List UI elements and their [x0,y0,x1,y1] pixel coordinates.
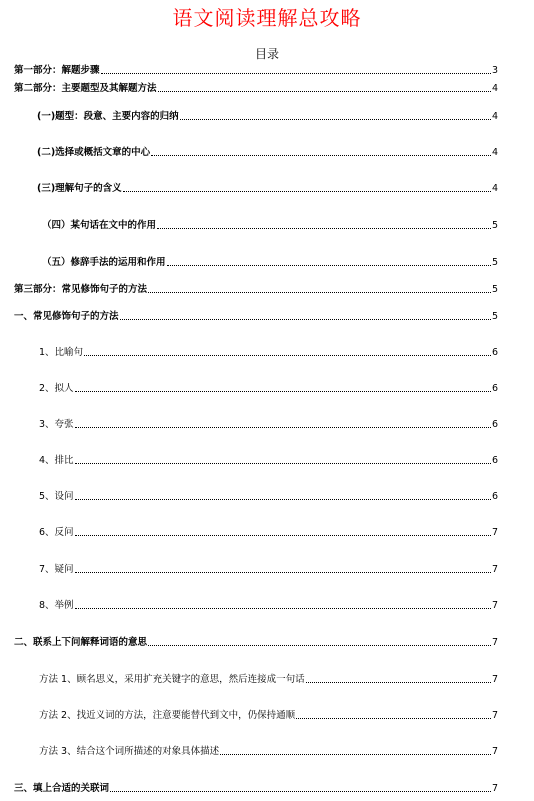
toc-entry-label: 1、比喻句 [39,347,84,358]
toc-entry[interactable] [14,311,498,323]
toc-entry-label: (三)理解句子的含义 [37,183,122,194]
toc-page-number: 7 [491,637,498,648]
toc-entry[interactable] [39,600,498,612]
toc-entry[interactable] [14,783,498,795]
toc-entry-label: 2、拟人 [39,383,74,394]
toc-entry[interactable] [39,491,498,503]
toc-page-number: 6 [491,383,498,394]
toc-entry[interactable] [39,564,498,576]
dot-leader [123,191,491,192]
toc-entry[interactable] [39,674,498,686]
dot-leader [158,91,491,92]
toc-entry[interactable] [14,65,498,77]
toc-page-number: 3 [491,65,498,76]
toc-page-number: 7 [491,564,498,575]
toc-page-number: 4 [491,147,498,158]
toc-entry-label: 第一部分：解题步骤 [14,65,100,76]
dot-leader [148,645,491,646]
dot-leader [180,119,491,120]
toc-entry-label: 第二部分：主要题型及其解题方法 [14,83,157,94]
toc-entry-label: 一、常见修饰句子的方法 [14,311,119,322]
toc-page-number: 6 [491,347,498,358]
toc-entry-label: 方法 1、顾名思义，采用扩充关键字的意思，然后连接成一句话 [39,674,305,685]
toc-page-number: 7 [491,527,498,538]
toc-page-number: 5 [491,220,498,231]
dot-leader [75,572,491,573]
toc-entry-label: 方法 3、结合这个词所描述的对象具体描述 [39,746,220,757]
dot-leader [75,499,491,500]
toc-entry-label: （四）某句话在文中的作用 [42,220,157,231]
toc-heading: 目录 [254,47,279,61]
dot-leader [75,608,491,609]
dot-leader [151,155,491,156]
dot-leader [75,463,491,464]
toc-entry[interactable] [42,257,498,269]
dot-leader [84,355,491,356]
toc-entry[interactable] [39,455,498,467]
toc-entry[interactable] [39,710,498,722]
toc-entry-label: （五）修辞手法的运用和作用 [42,257,166,268]
toc-entry-label: 三、填上合适的关联词 [14,783,110,794]
toc-entry-label: 8、举例 [39,600,74,611]
toc-entry[interactable] [37,183,498,195]
toc-entry[interactable] [14,284,498,296]
toc-entry-label: (二)选择或概括文章的中心 [37,147,151,158]
dot-leader [220,754,491,755]
toc-entry[interactable] [39,746,498,758]
toc-entry-label: 3、夸张 [39,419,74,430]
document-title: 语文阅读理解总攻略 [172,6,362,30]
toc-page-number: 7 [491,746,498,757]
toc-entry[interactable] [42,220,498,232]
toc-page-number: 4 [491,183,498,194]
dot-leader [101,73,491,74]
toc-page-number: 5 [491,311,498,322]
toc-entry-label: 4、排比 [39,455,74,466]
toc-page-number: 5 [491,284,498,295]
toc-entry[interactable] [39,347,498,359]
dot-leader [75,535,491,536]
dot-leader [157,228,491,229]
toc-entry[interactable] [14,83,498,95]
toc-entry-label: 7、疑问 [39,564,74,575]
toc-entry-label: 第三部分：常见修饰句子的方法 [14,284,148,295]
toc-entry[interactable] [37,147,498,159]
toc-entry[interactable] [39,383,498,395]
toc-page-number: 4 [491,111,498,122]
toc-entry[interactable] [37,111,498,123]
toc-entry-label: 6、反问 [39,527,74,538]
dot-leader [148,292,491,293]
dot-leader [120,319,491,320]
toc-entry-label: 二、联系上下问解释词语的意思 [14,637,148,648]
toc-page-number: 5 [491,257,498,268]
dot-leader [75,391,491,392]
toc-page-number: 7 [491,674,498,685]
toc-page-number: 6 [491,455,498,466]
toc-entry[interactable] [14,637,498,649]
toc-entry[interactable] [39,419,498,431]
toc-page-number: 7 [491,600,498,611]
toc-page-number: 6 [491,419,498,430]
toc-entry-label: 5、设问 [39,491,74,502]
toc-page-number: 4 [491,83,498,94]
dot-leader [296,718,491,719]
dot-leader [167,265,491,266]
dot-leader [110,791,491,792]
toc-entry-label: 方法 2、找近义词的方法，注意要能替代到文中，仍保持通顺 [39,710,296,721]
toc-entry[interactable] [39,527,498,539]
toc-page-number: 7 [491,783,498,794]
toc-entry-label: (一)题型：段意、主要内容的归纳 [37,111,179,122]
toc-page-number: 7 [491,710,498,721]
dot-leader [306,682,491,683]
dot-leader [75,427,491,428]
toc-page-number: 6 [491,491,498,502]
